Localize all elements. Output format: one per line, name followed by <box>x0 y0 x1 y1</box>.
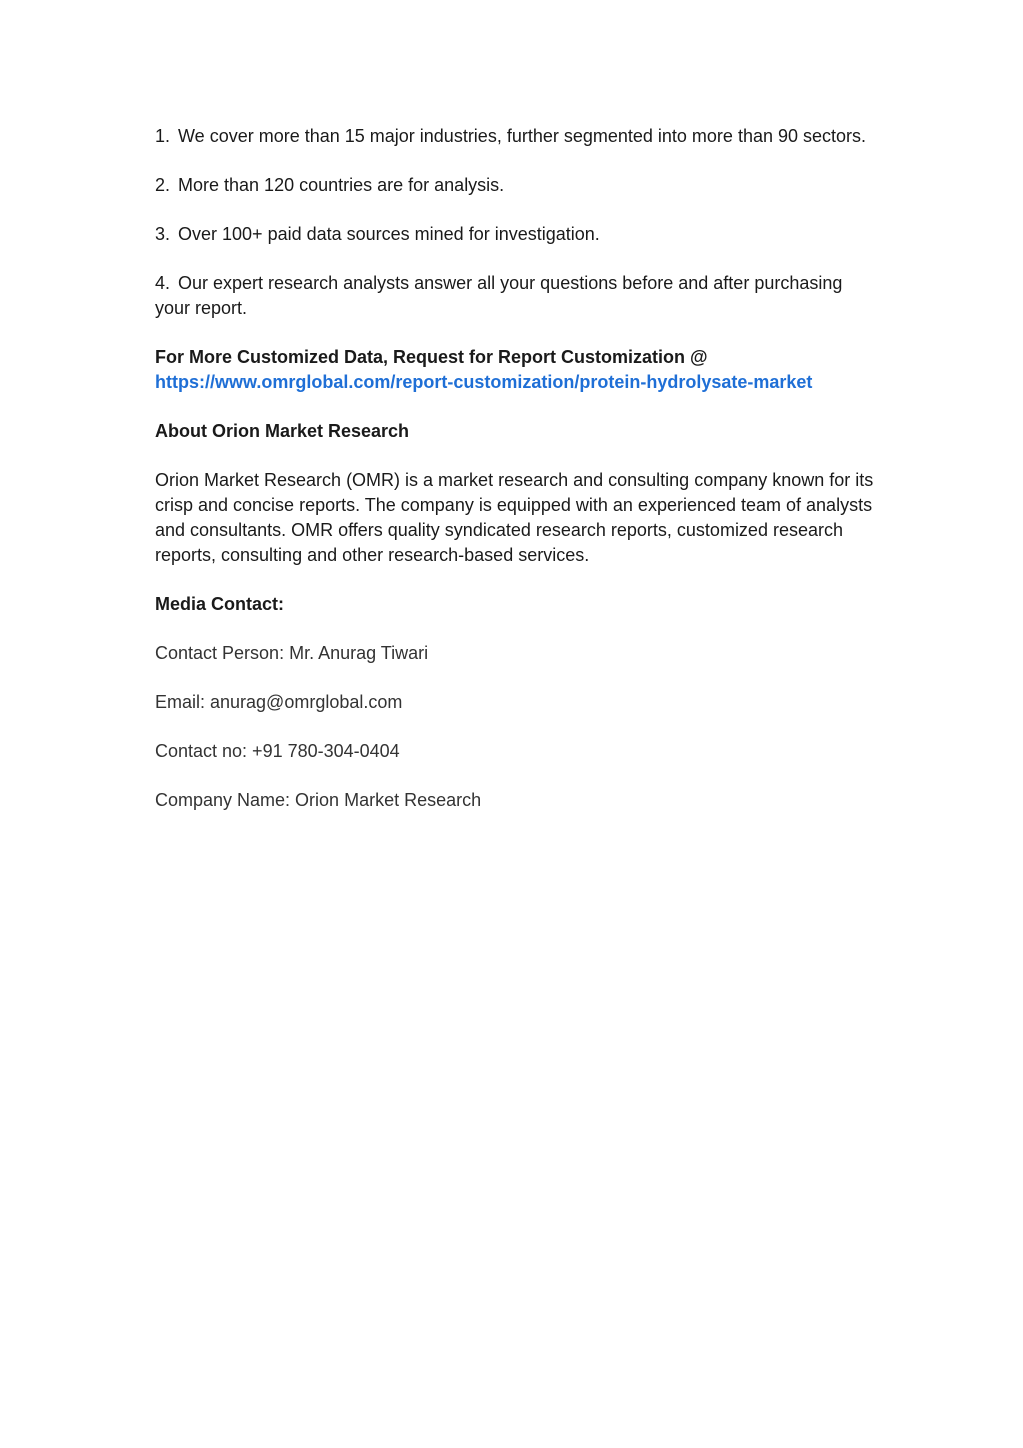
list-item-3 <box>155 222 875 247</box>
customization-link[interactable]: https://www.omrglobal.com/report-customization/protein-hydrolysate-market <box>155 372 813 392</box>
list-item-1 <box>155 124 875 149</box>
contact-company: Company Name: Orion Market Research <box>155 790 482 810</box>
list-number: 4. <box>155 273 171 293</box>
list-text: Our expert research analysts answer all your questions before and after purchasing your report. <box>155 273 843 318</box>
contact-person: Contact Person: Mr. Anurag Tiwari <box>155 643 429 663</box>
contact-email: Email: anurag@omrglobal.com <box>155 692 403 712</box>
media-contact-heading: Media Contact: <box>155 594 285 614</box>
customization-heading: For More Customized Data, Request for Report Customization @ <box>155 347 708 367</box>
list-text: We cover more than 15 major industries, further segmented into more than 90 sectors. <box>178 126 867 146</box>
list-item-2 <box>155 173 875 198</box>
about-heading: About Orion Market Research <box>155 421 410 441</box>
about-body: Orion Market Research (OMR) is a market research and consulting company known for its crisp and concise reports. The company is equipped with an experienced team of analysts and consultants. OMR offers quality syndicated research reports, customized research reports, consulting and other research-based services. <box>155 470 874 565</box>
customization-block <box>155 345 875 395</box>
list-number: 3. <box>155 224 171 244</box>
list-item-4 <box>155 271 875 321</box>
contact-phone: Contact no: +91 780-304-0404 <box>155 741 400 761</box>
list-number: 1. <box>155 126 171 146</box>
list-text: More than 120 countries are for analysis. <box>178 175 505 195</box>
list-number: 2. <box>155 175 171 195</box>
document-page <box>155 124 875 837</box>
list-text: Over 100+ paid data sources mined for investigation. <box>178 224 600 244</box>
